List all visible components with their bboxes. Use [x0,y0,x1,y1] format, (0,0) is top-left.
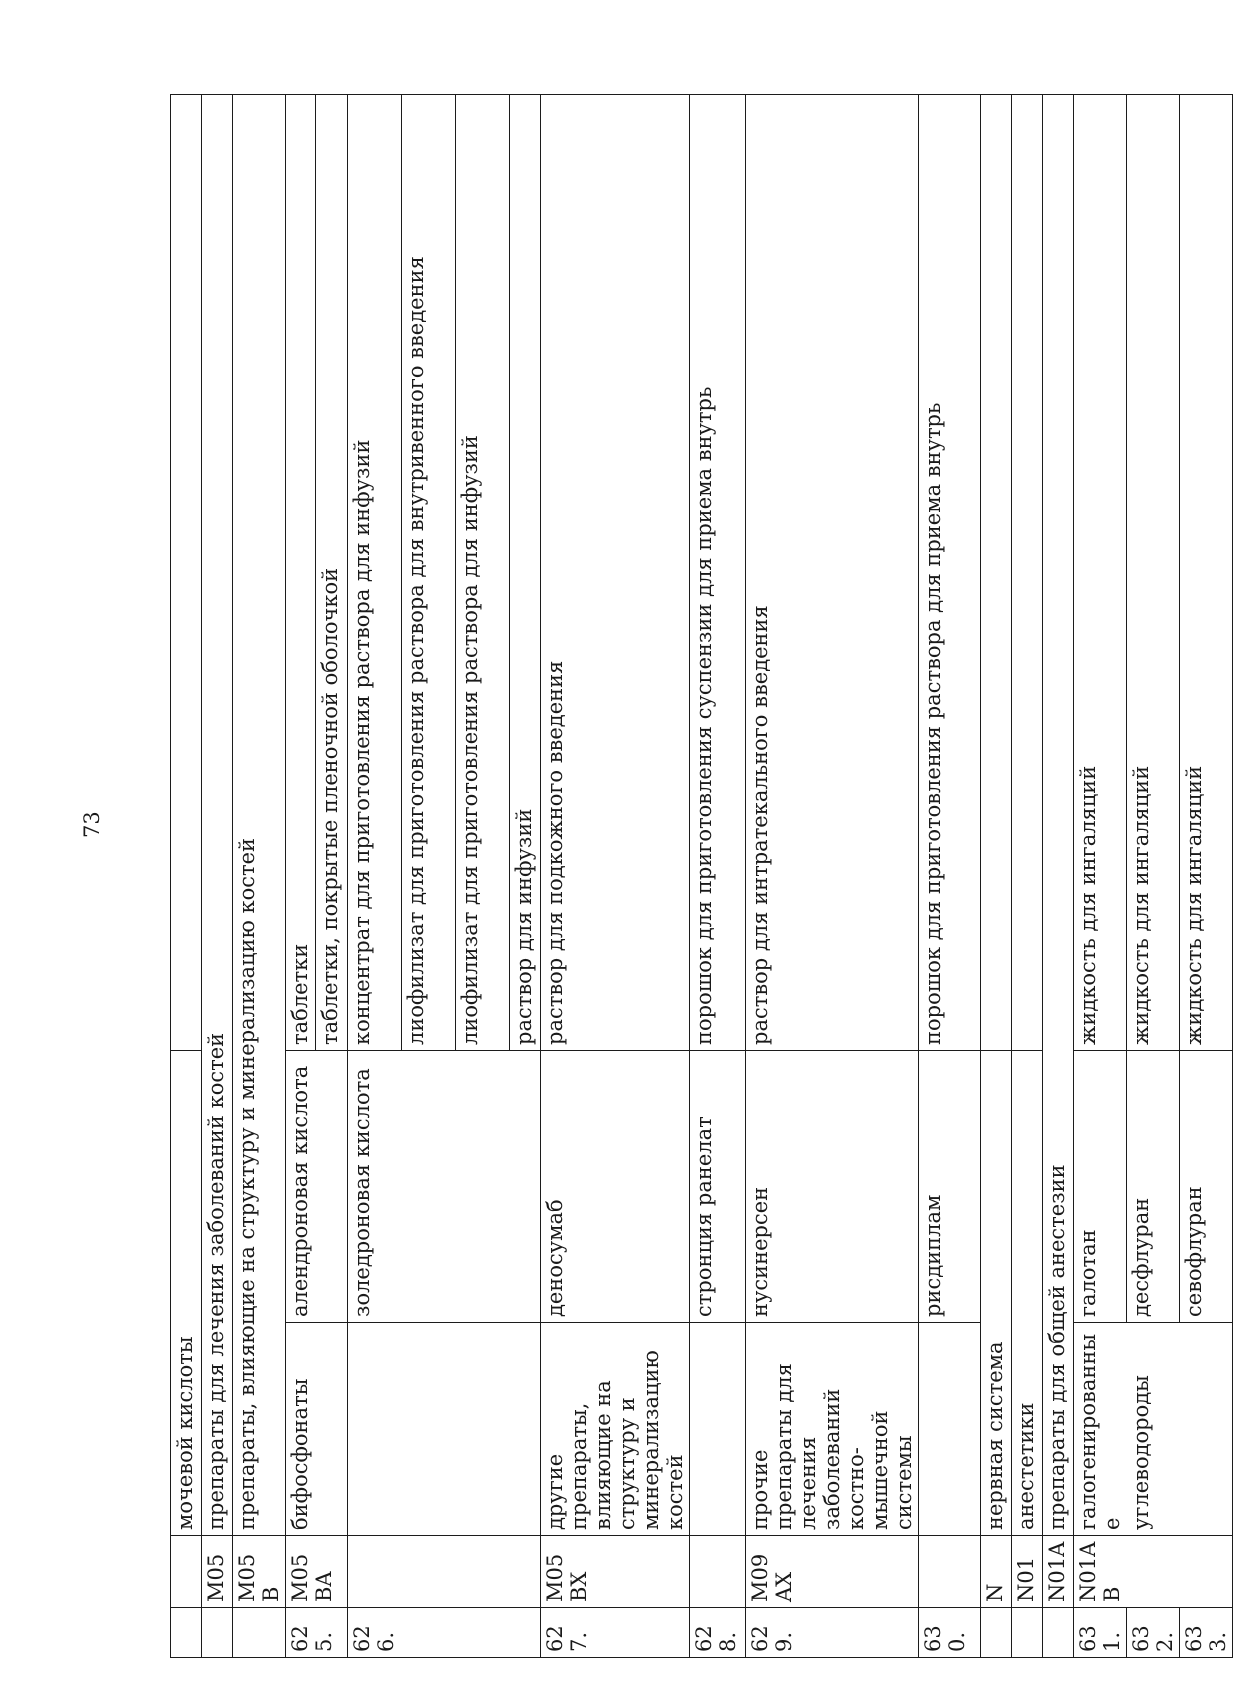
row-number: 631. [1074,1608,1127,1658]
atc-code: N [981,1536,1012,1608]
dosage-form: раствор для интратекального введения [746,95,919,1051]
table-row [1127,95,1180,1658]
drug-name: золедроновая кислота [348,1051,541,1323]
dosage-form: жидкость для ингаляций [1127,95,1180,1051]
atc-code [171,1536,202,1608]
group-name: препараты для лечения заболеваний костей [202,95,233,1536]
group-name: галогенированные [1074,1323,1127,1536]
dosage-form [981,95,1012,1051]
group-name: нервная система [981,1051,1012,1536]
table-row [746,95,919,1658]
atc-code: M05 [202,1536,233,1608]
row-number: 626. [348,1608,541,1658]
dosage-form: порошок для приготовления раствора для приема внутрь [919,95,981,1051]
group-name: препараты для общей анестезии [1043,95,1074,1536]
table-row [541,95,690,1658]
group-name [348,1323,541,1536]
dosage-form: жидкость для ингаляций [1180,95,1233,1051]
atc-code: N01 [1012,1536,1043,1608]
group-name [1180,1323,1233,1536]
table-row [981,95,1012,1658]
table-row [690,95,746,1658]
row-number: 625. [286,1608,348,1658]
drug-register-table-rotated [170,94,1230,1658]
group-name [919,1323,981,1536]
drug-name: алендроновая кислота [286,1051,348,1323]
row-number [1043,1608,1074,1658]
row-number: 632. [1127,1608,1180,1658]
row-number [202,1608,233,1658]
group-name: мочевой кислоты [171,1051,202,1536]
dosage-form: таблетки, покрытые пленочной оболочкой [316,95,348,1051]
atc-code [348,1536,541,1608]
dosage-form: порошок для приготовления суспензии для приема внутрь [690,95,746,1051]
atc-code: N01A [1043,1536,1074,1608]
atc-code [690,1536,746,1608]
dosage-form: таблетки [286,95,316,1051]
table-row [919,95,981,1658]
atc-code: M05BX [541,1536,690,1608]
group-name: бифосфонаты [286,1323,348,1536]
row-number [981,1608,1012,1658]
row-number [171,1608,202,1658]
row-number [233,1608,286,1658]
table-row [1074,95,1127,1658]
row-number: 628. [690,1608,746,1658]
atc-code: M05BA [286,1536,348,1608]
dosage-form: лиофилизат для приготовления раствора для внутривенного введения [402,95,456,1051]
dosage-form: раствор для инфузий [510,95,541,1051]
atc-code: N01AB [1074,1536,1233,1608]
group-name: препараты, влияющие на структуру и минерализацию костей [233,95,286,1536]
drug-name: галотан [1074,1051,1127,1323]
row-number: 629. [746,1608,919,1658]
group-name: анестетики [1012,1051,1043,1536]
dosage-form [171,95,202,1051]
table-row [233,95,286,1658]
table-row [202,95,233,1658]
table-row [286,95,316,1658]
atc-code: M09AX [746,1536,919,1608]
table-row [171,95,202,1658]
table-row [1180,95,1233,1658]
drug-name: рисдиплам [919,1051,981,1323]
drug-name: десфлуран [1127,1051,1180,1323]
row-number: 627. [541,1608,690,1658]
drug-name: севофлуран [1180,1051,1233,1323]
drug-name: стронция ранелат [690,1051,746,1323]
group-name: углеводороды [1127,1323,1180,1536]
page-number: 73 [80,811,104,838]
group-name: прочие препараты для лечения заболеваний костно-мышечной системы [746,1323,919,1536]
row-number: 630. [919,1608,981,1658]
row-number: 633. [1180,1608,1233,1658]
row-number [1012,1608,1043,1658]
group-name [690,1323,746,1536]
dosage-form [1012,95,1043,1051]
table-row [1043,95,1074,1658]
drug-name: деносумаб [541,1051,690,1323]
atc-code [919,1536,981,1608]
table-row [1012,95,1043,1658]
table-row [348,95,402,1658]
dosage-form: лиофилизат для приготовления раствора для инфузий [456,95,510,1051]
drug-register-table [170,94,1233,1658]
dosage-form: раствор для подкожного введения [541,95,690,1051]
group-name: другие препараты, влияющие на структуру и минерализацию костей [541,1323,690,1536]
dosage-form: жидкость для ингаляций [1074,95,1127,1051]
atc-code: M05B [233,1536,286,1608]
dosage-form: концентрат для приготовления раствора для инфузий [348,95,402,1051]
drug-name: нусинерсен [746,1051,919,1323]
